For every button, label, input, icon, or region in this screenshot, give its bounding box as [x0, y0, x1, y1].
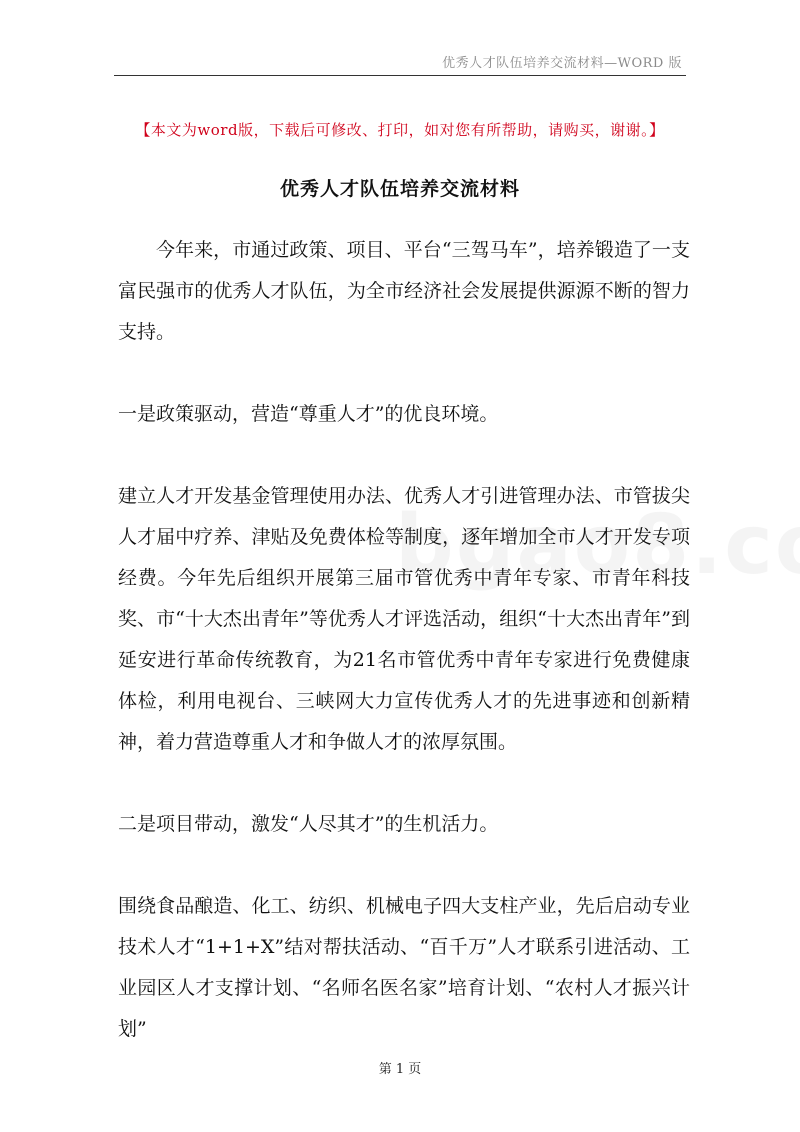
running-header: 优秀人才队伍培养交流材料—WORD 版 — [442, 56, 682, 71]
download-notice: 【本文为word版，下载后可修改、打印，如对您有所帮助，请购买，谢谢。】 — [135, 121, 665, 139]
document-title: 优秀人才队伍培养交流材料 — [279, 178, 520, 200]
page-number: 第 1 页 — [378, 1062, 422, 1077]
document-body — [118, 230, 690, 1050]
section-heading-1: 一是政策驱动，营造“尊重人才”的优良环境。 — [118, 403, 499, 425]
paragraph-intro: 今年来，市通过政策、项目、平台“三驾马车”，培养锻造了一支富民强市的优秀人才队伍，为全市经济社会发展提供源源不断的智力支持。 — [118, 239, 690, 343]
paragraph-policy: 建立人才开发基金管理使用办法、优秀人才引进管理办法、市管拔尖人才届中疗养、津贴及免费体检等制度，逐年增加全市人才开发专项经费。今年先后组织开展第三届市管优秀中青年专家、市青年科技奖、市“十大杰出青年”等优秀人才评选活动，组织“十大杰出青年”到延安进行革命传统教育，为21名市管优秀中青年专家进行免费健康体检，利用电视台、三峡网大力宣传优秀人才的先进事迹和创新精神，着力营造尊重人才和争做人才的浓厚氛围。 — [118, 485, 690, 753]
paragraph-projects: 围绕食品酿造、化工、纺织、机械电子四大支柱产业，先后启动专业技术人才“1+1+X”结对帮扶活动、“百千万”人才联系引进活动、工业园区人才支撑计划、“名师名医名家”培育计划、“农村人才振兴计划” — [118, 895, 690, 1040]
section-heading-2: 二是项目带动，激发“人尽其才”的生机活力。 — [118, 813, 499, 835]
header-divider — [114, 75, 686, 76]
